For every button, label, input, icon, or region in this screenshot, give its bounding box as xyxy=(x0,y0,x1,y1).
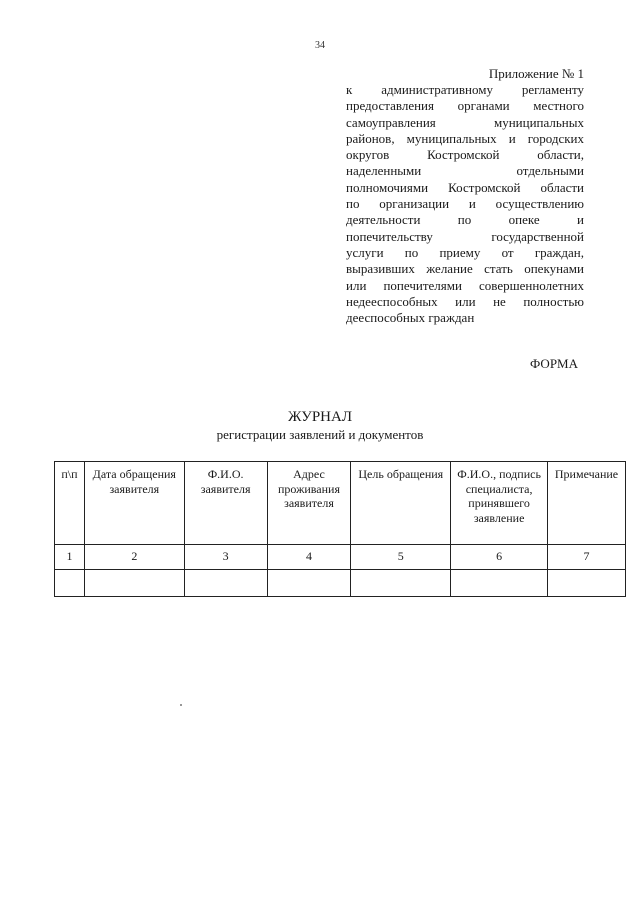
column-number-cell: 1 xyxy=(55,545,85,570)
appendix-line: попечительству государственной xyxy=(346,228,584,244)
appendix-line: услуги по приему от граждан, xyxy=(346,244,584,260)
appendix-line: округов Костромской области, xyxy=(346,147,584,163)
column-header-applicant-name: Ф.И.О. заявителя xyxy=(184,462,267,545)
empty-cell xyxy=(84,570,184,597)
empty-cell xyxy=(184,570,267,597)
appendix-line: дееспособных граждан xyxy=(346,310,475,326)
journal-table xyxy=(54,461,626,597)
column-number-cell: 4 xyxy=(267,545,351,570)
appendix-line: деятельности по опеке и xyxy=(346,212,584,228)
page-number: 34 xyxy=(315,40,325,51)
table-row-column-numbers xyxy=(55,545,626,570)
column-number-cell: 5 xyxy=(351,545,451,570)
column-header-address: Адрес проживания заявителя xyxy=(267,462,351,545)
column-header-note: Примечание xyxy=(548,462,626,545)
appendix-line: районов, муниципальных и городских xyxy=(346,130,584,146)
empty-cell xyxy=(55,570,85,597)
journal-title: ЖУРНАЛ xyxy=(287,409,353,425)
appendix-line: предоставления органами местного xyxy=(346,98,584,114)
column-header-specialist: Ф.И.О., подпись специалиста, принявшего заявление xyxy=(451,462,548,545)
appendix-line: или попечителями совершеннолетних xyxy=(346,277,584,293)
appendix-title: Приложение № 1 xyxy=(488,66,584,81)
appendix-line: полномочиями Костромской области xyxy=(346,179,584,195)
column-number-cell: 2 xyxy=(84,545,184,570)
column-header-number: п\п xyxy=(55,462,85,545)
form-label: ФОРМА xyxy=(530,356,578,371)
empty-cell xyxy=(548,570,626,597)
empty-cell xyxy=(351,570,451,597)
column-number-cell: 7 xyxy=(548,545,626,570)
table-header-row xyxy=(55,462,626,545)
column-number-cell: 6 xyxy=(451,545,548,570)
appendix-line: самоуправления муниципальных xyxy=(346,114,584,130)
journal-subtitle: регистрации заявлений и документов xyxy=(216,427,424,442)
column-header-date: Дата обращения заявителя xyxy=(84,462,184,545)
column-number-cell: 3 xyxy=(184,545,267,570)
appendix-line: к административному регламенту xyxy=(346,82,584,97)
appendix-line: выразивших желание стать опекунами xyxy=(346,261,584,277)
column-header-purpose: Цель обращения xyxy=(351,462,451,545)
appendix-line: наделенными отдельными xyxy=(346,163,584,179)
appendix-text xyxy=(346,82,584,326)
empty-cell xyxy=(267,570,351,597)
table-row-empty xyxy=(55,570,626,597)
appendix-line: недееспособных или не полностью xyxy=(346,293,584,309)
appendix-line: по организации и осуществлению xyxy=(346,196,584,212)
empty-cell xyxy=(451,570,548,597)
scan-speck xyxy=(180,704,182,706)
